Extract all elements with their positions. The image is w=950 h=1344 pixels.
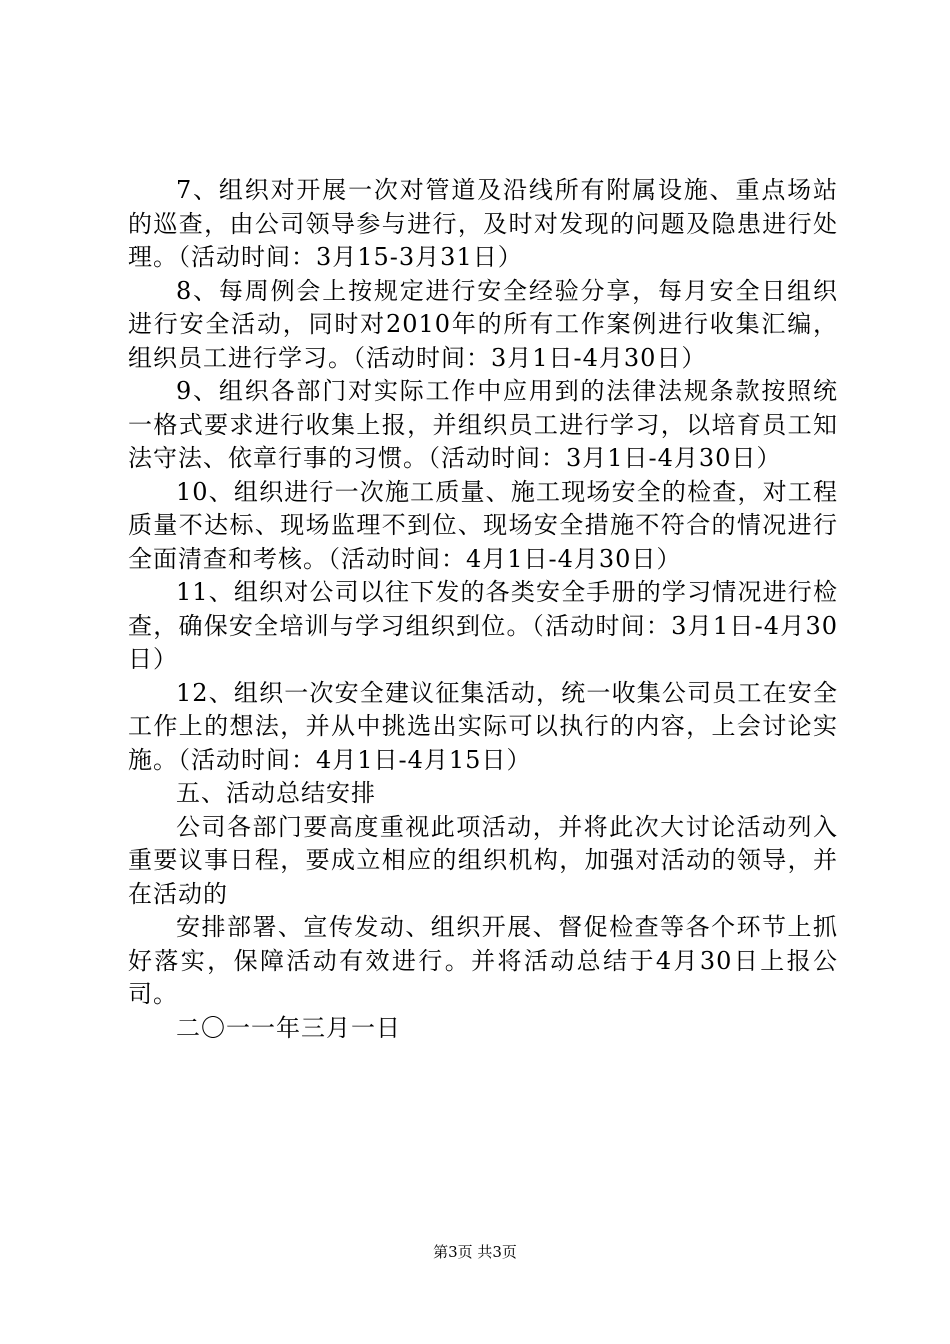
paragraph-summary-1: 公司各部门要高度重视此项活动，并将此次大讨论活动列入重要议事日程，要成立相应的组织机构，加强对活动的领导，并在活动的 (128, 812, 838, 908)
section-heading-summary: 五、活动总结安排 (176, 779, 376, 807)
paragraph-item-12: 12、组织一次安全建议征集活动，统一收集公司员工在安全工作上的想法，并从中挑选出实际可以执行的内容，上会讨论实施。（活动时间：4月1日-4月15日） (128, 678, 838, 774)
paragraph-item-8: 8、每周例会上按规定进行安全经验分享，每月安全日组织进行安全活动，同时对2010年的所有工作案例进行收集汇编，组织员工进行学习。（活动时间：3月1日-4月30日） (128, 276, 838, 372)
page-footer: 第3页 共3页 (433, 1243, 517, 1261)
paragraph-item-11: 11、组织对公司以往下发的各类安全手册的学习情况进行检查，确保安全培训与学习组织到位。（活动时间：3月1日-4月30日） (128, 578, 838, 673)
paragraph-item-9: 9、组织各部门对实际工作中应用到的法律法规条款按照统一格式要求进行收集上报，并组织员工进行学习，以培育员工知法守法、依章行事的习惯。（活动时间：3月1日-4月30日） (128, 377, 838, 472)
paragraph-summary-2: 安排部署、宣传发动、组织开展、督促检查等各个环节上抓好落实，保障活动有效进行。并将活动总结于4月30日上报公司。 (128, 913, 838, 1008)
paragraph-item-10: 10、组织进行一次施工质量、施工现场安全的检查，对工程质量不达标、现场监理不到位、现场安全措施不符合的情况进行全面清查和考核。（活动时间：4月1日-4月30日） (128, 477, 838, 573)
paragraph-item-7: 7、组织对开展一次对管道及沿线所有附属设施、重点场站的巡查，由公司领导参与进行，及时对发现的问题及隐患进行处理。（活动时间：3月15-3月31日） (128, 176, 838, 271)
document-date: 二〇一一年三月一日 (176, 1013, 401, 1042)
document-body (128, 174, 838, 1045)
